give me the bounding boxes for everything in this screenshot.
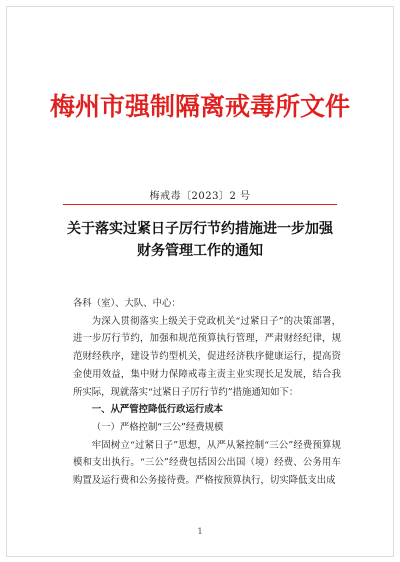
document-title-line-2: 财务管理工作的通知	[137, 243, 263, 259]
document-body	[73, 295, 341, 490]
body-paragraph-2: 牢固树立“过紧日子”思想，从严从紧控制“三公”经费预算规模和支出执行。“三公”经费包括因公出国（境）经费、公务用车购置及运行费和公务接待费。严格按预算执行，切实降低支出成	[73, 439, 341, 487]
addressee-line: 各科（室）、大队、中心：	[73, 298, 181, 309]
agency-header-title: 梅州市强制隔离戒毒所文件	[49, 92, 350, 121]
subsection-heading-1-1: （一）严格控制“三公”经费规模	[91, 421, 224, 433]
document-page	[6, 6, 394, 557]
page-number: 1	[197, 527, 203, 536]
red-divider-line	[63, 204, 337, 205]
section-heading-1: 一、从严管控降低行政运行成本	[91, 404, 224, 416]
document-title-line-1: 关于落实过紧日子厉行节约措施进一步加强	[67, 221, 333, 237]
document-number: 梅戒毒〔2023〕2 号	[149, 191, 251, 202]
intro-paragraph: 为深入贯彻落实上级关于党政机关“过紧日子”的决策部署，进一步厉行节约，加强和规范预算执行管理，严肃财经纪律，规范财经秩序，建设节约型机关，促进经济秩序健康运行，提高资金使用效益，集中财力保障戒毒主责主业实现长足发展，结合我所实际，现就落实“过紧日子厉行节约”措施通知如下：	[73, 315, 341, 398]
document-title	[47, 218, 353, 262]
